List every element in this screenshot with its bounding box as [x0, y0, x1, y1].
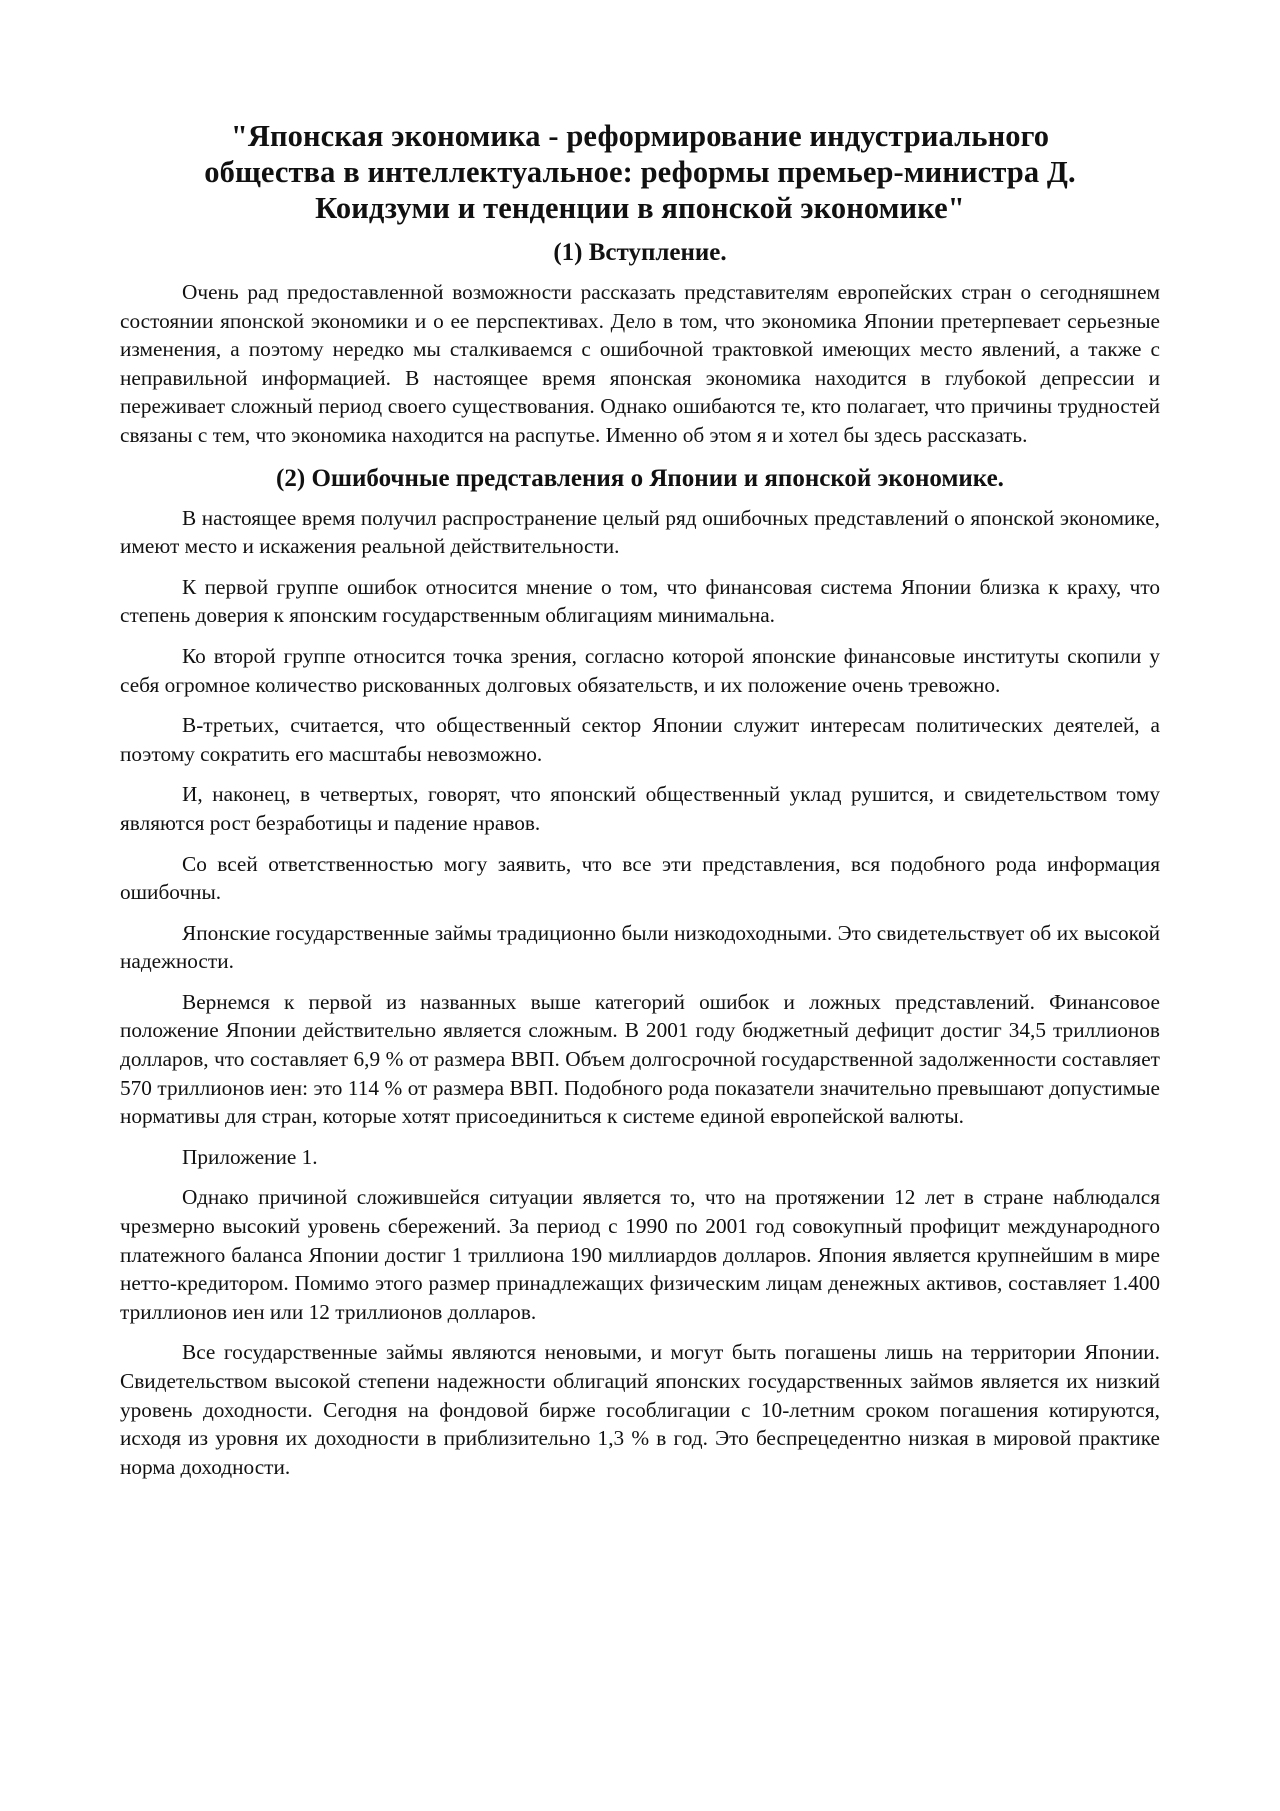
title-line-3: Коидзуми и тенденции в японской экономике": [315, 191, 965, 225]
section-heading-introduction: (1) Вступление.: [553, 239, 727, 266]
paragraph: Однако причиной сложившейся ситуации является то, что на протяжении 12 лет в стране наблюдался чрезмерно высокий уровень сбережений. За период с 1990 по 2001 год совокупный профицит международного платежного баланса Японии достиг 1 триллиона 190 миллиардов долларов. Япония является крупнейшим в мире нетто-кредитором. Помимо этого размер принадлежащих физическим лицам денежных активов, составляет 1.400 триллионов иен или 12 триллионов долларов.: [120, 1185, 1160, 1324]
paragraph: Со всей ответственностью могу заявить, что все эти представления, вся подобного рода информация ошибочны.: [120, 851, 1160, 905]
section-heading-misconceptions: (2) Ошибочные представления о Японии и японской экономике.: [276, 464, 1004, 492]
paragraph: К первой группе ошибок относится мнение о том, что финансовая система Японии близка к краху, что степень доверия к японским государственным облигациям минимальна.: [120, 574, 1160, 628]
document-title: [120, 118, 1160, 226]
document-page: [120, 118, 1160, 1493]
paragraph: В настоящее время получил распространение целый ряд ошибочных представлений о японской экономике, имеют место и искажения реальной действительности.: [120, 505, 1160, 559]
paragraph: Японские государственные займы традиционно были низкодоходными. Это свидетельствует об их высокой надежности.: [120, 920, 1160, 974]
title-line-1: "Японская экономика - реформирование индустриального: [230, 119, 1050, 153]
paragraph: Ко второй группе относится точка зрения, согласно которой японские финансовые институты скопили у себя огромное количество рискованных долговых обязательств, и их положение очень тревожно.: [120, 643, 1160, 697]
title-line-2: общества в интеллектуальное: реформы премьер-министра Д.: [204, 155, 1076, 189]
paragraph: Все государственные займы являются неновыми, и могут быть погашены лишь на территории Японии. Свидетельством высокой степени надежности облигаций японских государственных займов является их низкий уровень доходности. Сегодня на фондовой бирже гособлигации с 10-летним сроком погашения котируются, исходя из уровня их доходности в приблизительно 1,3 % в год. Это беспрецедентно низкая в мировой практике норма доходности.: [120, 1340, 1160, 1479]
paragraph: В-третьих, считается, что общественный сектор Японии служит интересам политических деятелей, а поэтому сократить его масштабы невозможно.: [120, 713, 1160, 766]
paragraph: Вернемся к первой из названных выше категорий ошибок и ложных представлений. Финансовое положение Японии действительно является сложным. В 2001 году бюджетный дефицит достиг 34,5 триллионов долларов, что составляет 6,9 % от размера ВВП. Объем долгосрочной государственной задолженности составляет 570 триллионов иен: это 114 % от размера ВВП. Подобного рода показатели значительно превышают допустимые нормативы для стран, которые хотят присоединиться к системе единой европейской валюты.: [120, 989, 1160, 1129]
paragraph: Очень рад предоставленной возможности рассказать представителям европейских стран о сегодняшнем состоянии японской экономики и о ее перспективах. Дело в том, что экономика Японии претерпевает серьезные изменения, а поэтому нередко мы сталкиваемся с ошибочной трактовкой имеющих место явлений, а также с неправильной информацией. В настоящее время японская экономика находится в глубокой депрессии и переживает сложный период своего существования. Однако ошибаются те, кто полагает, что причины трудностей связаны с тем, что экономика находится на распутье. Именно об этом я и хотел бы здесь рассказать.: [120, 280, 1160, 447]
paragraph: И, наконец, в четвертых, говорят, что японский общественный уклад рушится, и свидетельством тому являются рост безработицы и падение нравов.: [120, 782, 1160, 835]
appendix-reference: Приложение 1.: [182, 1144, 318, 1169]
